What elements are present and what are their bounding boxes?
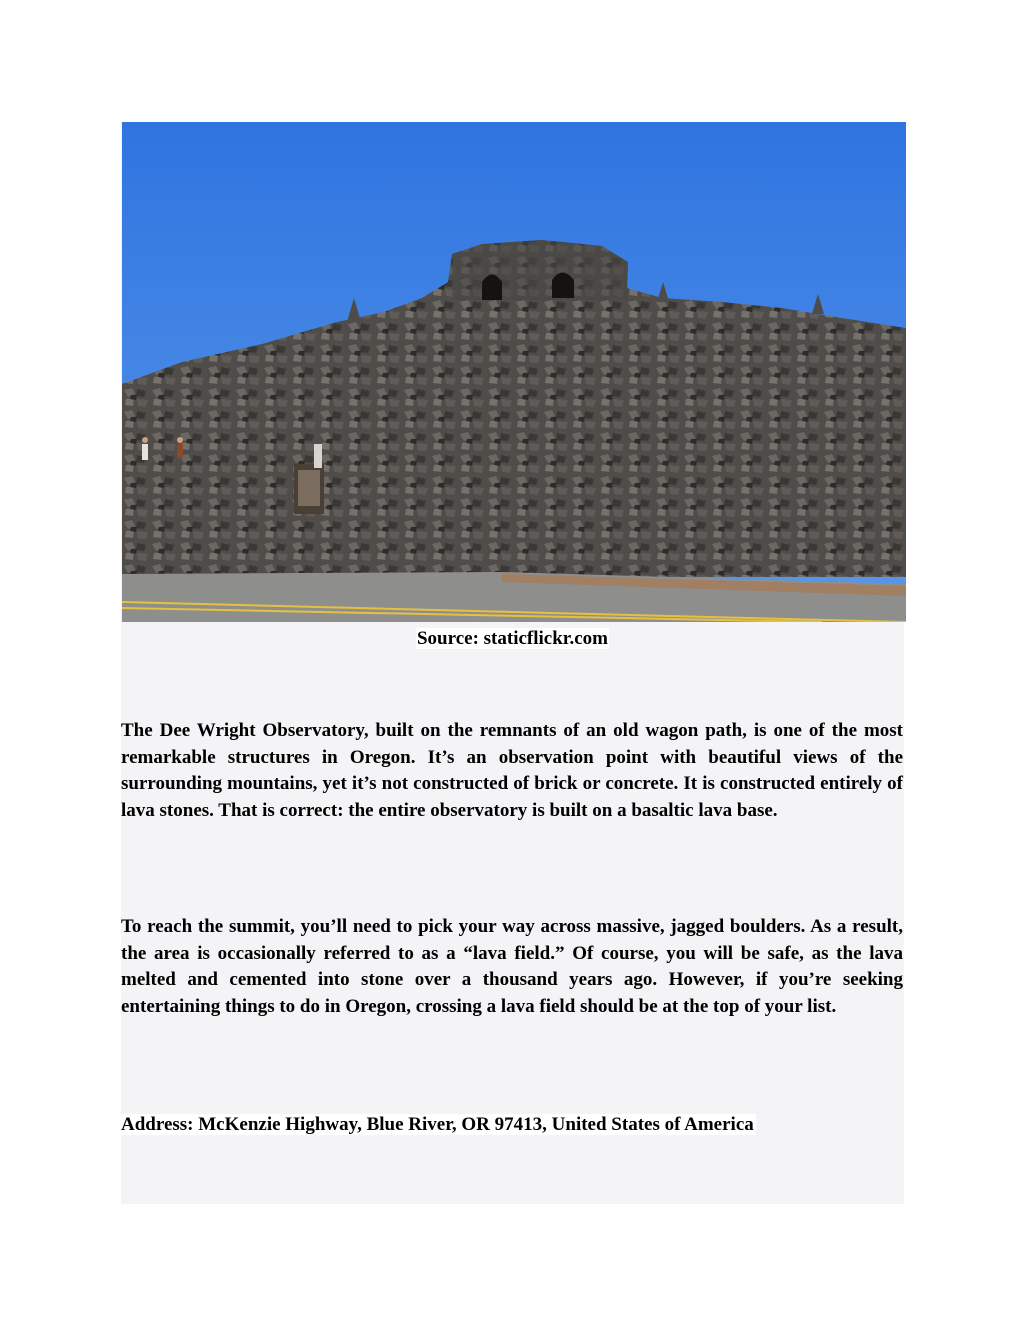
photo-caption [121, 626, 904, 652]
paragraph-intro: The Dee Wright Observatory, built on the remnants of an old wagon path, is one of the most remarkable structures in Oregon. It’s an observation point with beautiful views of the surrounding mountains, yet it’s not constructed of brick or concrete. It is constructed entirely of lava stones. That is correct: the entire observatory is built on a basaltic lava base. [121, 720, 903, 821]
paragraph-summit: To reach the summit, you’ll need to pick your way across massive, jagged boulders. As a result, the area is occasionally referred to as a “lava field.” Of course, you will be safe, as the lava melted and cemented into stone over a thousand years ago. However, if you’re seeking entertaining things to do in Oregon, crossing a lava field should be at the top of your list. [121, 916, 903, 1017]
observatory-photo [122, 122, 906, 622]
photo-illustration [122, 122, 906, 622]
address-line [121, 1112, 756, 1138]
caption-text: Source: staticflickr.com [416, 628, 608, 649]
address-text: Address: McKenzie Highway, Blue River, OR 97413, United States of America [121, 1114, 754, 1135]
